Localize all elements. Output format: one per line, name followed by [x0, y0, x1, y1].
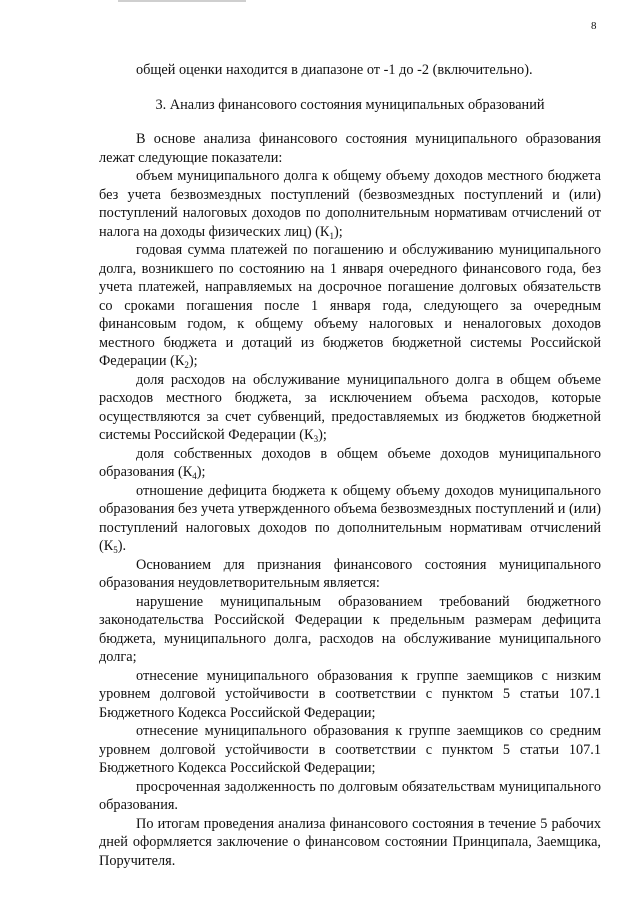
paragraph-text: доля расходов на обслуживание муниципального долга в общем объеме расходов местного бюджета, за исключением объема расходов, которые осуществляются за счет субвенций, предоставляемых из бюджетов бюджетной системы Российской Федерации (К	[99, 371, 601, 443]
criterion-medium-stability	[99, 722, 601, 778]
indicator-k2	[99, 241, 601, 371]
paragraph-text: годовая сумма платежей по погашению и обслуживанию муниципального долга, возникшего по состоянию на 1 января очередного финансового года, без учета платежей, направляемых на досрочное погашение долговых обязательств со сроками погашения после 1 января года, следующего за очередным финансовым годом, к общему объему налоговых и неналоговых доходов местного бюджета и дотаций из бюджетов бюджетной системы Российской Федерации (К	[99, 242, 601, 369]
subscript: 4	[192, 471, 197, 481]
paragraph-text: По итогам проведения анализа финансового состояния в течение 5 рабочих дней оформляется заключение о финансовом состоянии Принципала, Заемщика, Поручителя.	[99, 815, 601, 869]
indicator-k5	[99, 482, 601, 556]
page-number: 8	[591, 20, 597, 32]
paragraph-tail: );	[318, 427, 327, 443]
paragraph-text: доля собственных доходов в общем объеме доходов муниципального образования (К	[99, 445, 601, 480]
paragraph-text: общей оценки находится в диапазоне от -1 до -2 (включительно).	[136, 62, 533, 78]
paragraph-text: отнесение муниципального образования к группе заемщиков со средним уровнем долговой устойчивости в соответствии с пунктом 5 статьи 107.1 Бюджетного Кодекса Российской Федерации;	[99, 723, 601, 776]
paragraph-text: просроченная задолженность по долговым обязательствам муниципального образования.	[99, 778, 601, 813]
paragraph-text: объем муниципального долга к общему объему доходов местного бюджета без учета безвозмездных поступлений (безвозмездных поступлений и (или) поступлений налоговых доходов по дополнительным нормативам отчислений от налога на доходы физических лиц) (К	[99, 168, 601, 240]
paragraph-tail: );	[333, 223, 343, 240]
subscript: 1	[329, 230, 334, 241]
subscript: 2	[184, 360, 189, 370]
criterion-low-stability	[99, 667, 601, 723]
paragraph-tail: ).	[117, 538, 127, 554]
indicator-k4	[99, 445, 601, 482]
indicator-k1	[99, 167, 601, 241]
paragraph-text: отнесение муниципального образования к группе заемщиков с низким уровнем долговой устойчивости в соответствии с пунктом 5 статьи 107.1 Бюджетного Кодекса Российской Федерации;	[99, 667, 601, 721]
paragraph-conclusion	[99, 815, 601, 871]
indicator-k3	[99, 371, 601, 445]
paragraph-unsatisfactory-basis	[99, 556, 601, 593]
paragraph-text: нарушение муниципальным образованием требований бюджетного законодательства Российской Федерации к предельным размерам дефицита бюджета, муниципального долга, расходов на обслуживание муниципального долга;	[99, 593, 601, 665]
subscript: 3	[313, 434, 319, 444]
section-heading: 3. Анализ финансового состояния муниципальных образований	[155, 96, 545, 113]
paragraph-tail: );	[188, 353, 198, 369]
top-rule	[118, 0, 246, 2]
criterion-overdue-debt	[99, 778, 601, 815]
document-body	[99, 61, 601, 870]
paragraph-intro-tail	[99, 61, 601, 80]
paragraph-text: Основанием для признания финансового состояния муниципального образования неудовлетворительным является:	[99, 556, 601, 591]
criterion-violation	[99, 593, 601, 667]
subscript: 5	[113, 545, 118, 555]
paragraph-indicators-intro	[99, 130, 601, 167]
paragraph-text: В основе анализа финансового состояния муниципального образования лежат следующие показатели:	[99, 131, 601, 166]
paragraph-text: отношение дефицита бюджета к общему объему доходов муниципального образования без учета утвержденного объема безвозмездных поступлений и (или) поступлений налоговых доходов по дополнительным нормативам отчислений (К	[99, 482, 601, 554]
paragraph-tail: );	[196, 464, 206, 480]
